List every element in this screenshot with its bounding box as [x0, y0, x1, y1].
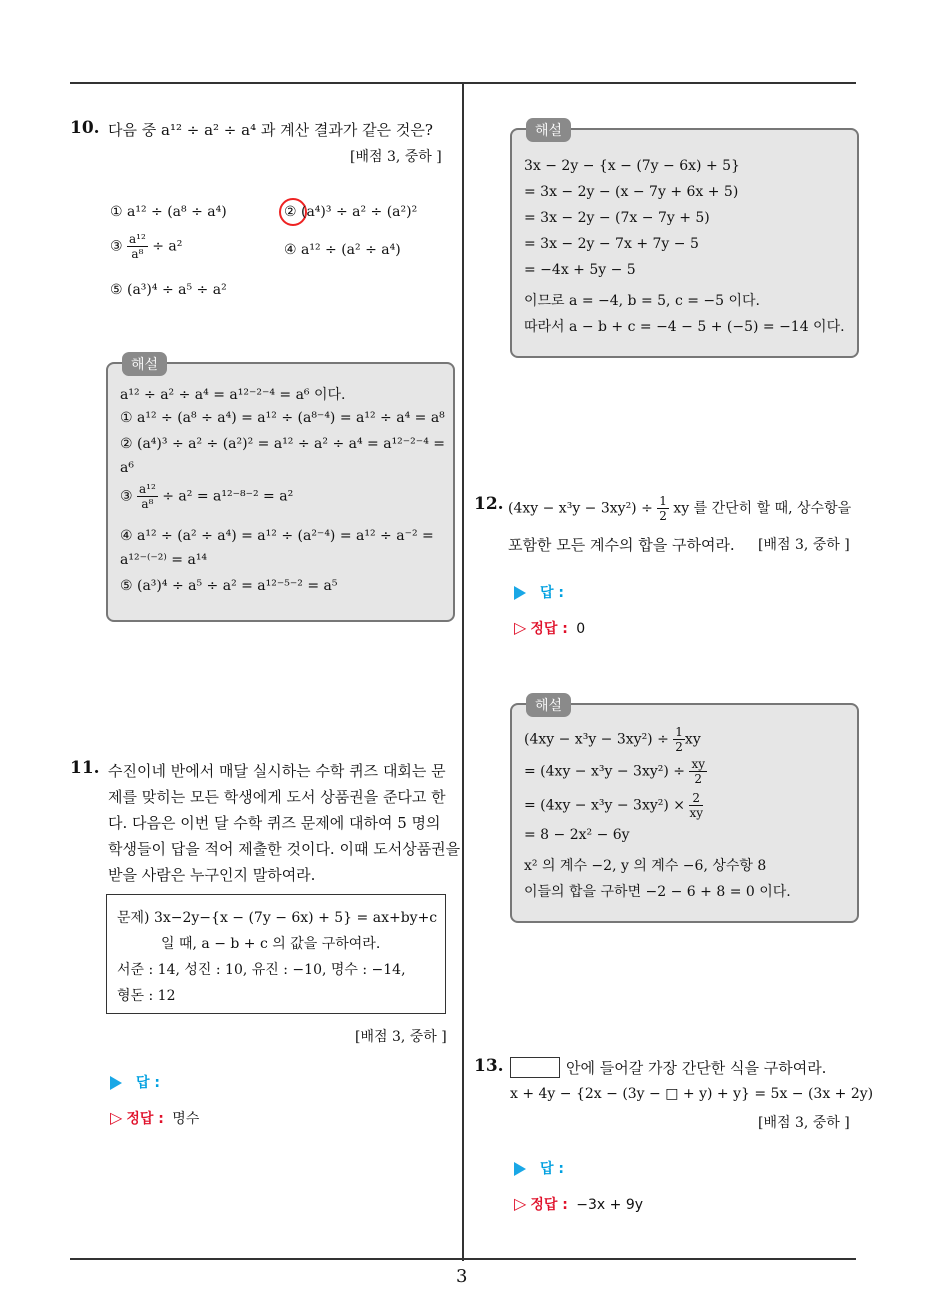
- q11-answer-row[interactable]: [110, 1072, 160, 1092]
- sol-line: 따라서 a − b + c = −4 − 5 + (−5) = −14 이다.: [524, 319, 845, 335]
- q11-line: 학생들이 답을 적어 제출한 것이다. 이때 도서상품권을: [108, 840, 461, 858]
- q11-text: [108, 758, 460, 888]
- q10-choice-1[interactable]: ① a¹² ÷ (a⁸ ÷ a⁴): [110, 204, 227, 220]
- correct-value: 명수: [172, 1111, 200, 1127]
- q10-choice-5[interactable]: ⑤ (a³)⁴ ÷ a⁵ ÷ a²: [110, 282, 227, 298]
- page-number: 3: [456, 1266, 468, 1287]
- q10-choice-2[interactable]: ② (a⁴)³ ÷ a² ÷ (a²)²: [284, 204, 418, 220]
- sol-line: = (4xy − x³y − 3xy²) ÷ $\frac{xy}{2}$: [524, 757, 705, 786]
- q11-box-line: 문제) 3x−2y−{x − (7y − 6x) + 5} = ax+by+c: [117, 910, 438, 926]
- sol-line: ② (a⁴)³ ÷ a² ÷ (a²)² = a¹² ÷ a² ÷ a⁴ = a¹²⁻²⁻⁴ =: [120, 436, 445, 452]
- q11-number: 11.: [70, 758, 100, 778]
- q10-number: 10.: [70, 118, 100, 138]
- sol-line: a⁶: [120, 460, 134, 476]
- q10-choice-3[interactable]: [110, 232, 182, 261]
- correct-arrow-icon: ▷: [110, 1108, 123, 1127]
- sol-line: 이므로 a = −4, b = 5, c = −5 이다.: [524, 293, 760, 309]
- q10-solution-box: [106, 357, 455, 622]
- sol-line: = 3x − 2y − (x − 7y + 6x + 5): [524, 184, 739, 200]
- q12-answer-row[interactable]: [514, 582, 564, 602]
- sol-line: ⑤ (a³)⁴ ÷ a⁵ ÷ a² = a¹²⁻⁵⁻² = a⁵: [120, 578, 338, 594]
- answer-label: 답 :: [540, 1161, 564, 1177]
- q11-line: 제를 맞히는 모든 학생에게 도서 상품권을 준다고 한: [108, 788, 446, 806]
- sol-line: ③ $\frac{\text{a¹²}}{\text{a⁸}}$ ÷ a² = a¹²⁻⁸⁻² = a²: [120, 482, 294, 511]
- q13-blank-box[interactable]: [510, 1057, 560, 1078]
- solution-tag: 해설: [526, 118, 571, 142]
- q12-correct-row: [514, 618, 585, 638]
- q11-box-line: 형돈 : 12: [117, 988, 176, 1004]
- correct-arrow-icon: ▷: [514, 1194, 527, 1213]
- q10-question: 다음 중 a¹² ÷ a² ÷ a⁴ 과 계산 결과가 같은 것은?: [108, 121, 433, 139]
- sol-line: = 3x − 2y − 7x + 7y − 5: [524, 236, 699, 252]
- q12-line-1: (4xy − x³y − 3xy²) ÷ $\frac{1}{2}$ xy 를 간단히 할 때, 상수항을: [508, 494, 852, 523]
- q11-line: 다. 다음은 이번 달 수학 퀴즈 문제에 대하여 5 명의: [108, 814, 441, 832]
- answer-arrow-icon: [514, 1162, 526, 1176]
- correct-label: 정답 :: [126, 1111, 164, 1127]
- sol-line: 3x − 2y − {x − (7y − 6x) + 5}: [524, 158, 740, 174]
- sol-line: = 3x − 2y − (7x − 7y + 5): [524, 210, 710, 226]
- sol-line: = −4x + 5y − 5: [524, 262, 636, 278]
- q13-answer-row[interactable]: [514, 1158, 564, 1178]
- column-divider: [462, 84, 464, 1261]
- q11-correct-row: [110, 1108, 199, 1128]
- q13-question: 안에 들어갈 가장 간단한 식을 구하여라.: [566, 1059, 827, 1077]
- solution-tag: 해설: [122, 352, 167, 376]
- answer-label: 답 :: [540, 585, 564, 601]
- sol-line: (4xy − x³y − 3xy²) ÷ $\frac{1}{2}$ xy: [524, 725, 701, 754]
- sol-line: ① a¹² ÷ (a⁸ ÷ a⁴) = a¹² ÷ (a⁸⁻⁴) = a¹² ÷ a⁴ = a⁸: [120, 410, 445, 426]
- q13-meta: [배점 3, 중하 ]: [758, 1115, 850, 1131]
- answer-label: 답 :: [136, 1075, 160, 1091]
- q10-meta: [배점 3, 중하 ]: [350, 149, 442, 165]
- q12-line-2: 포함한 모든 계수의 합을 구하여라.: [508, 536, 735, 554]
- sol-line: a¹² ÷ a² ÷ a⁴ = a¹²⁻²⁻⁴ = a⁶ 이다.: [120, 387, 346, 403]
- correct-arrow-icon: ▷: [514, 618, 527, 637]
- correct-value: −3x + 9y: [576, 1197, 644, 1213]
- q10-choice-4[interactable]: ④ a¹² ÷ (a² ÷ a⁴): [284, 242, 401, 258]
- q12-solution-box: [510, 698, 859, 923]
- q10-choice-3-fraction: $\frac{\text{a¹²}}{\text{a⁸}}$: [129, 232, 146, 261]
- sol-line: x² 의 계수 −2, y 의 계수 −6, 상수항 8: [524, 858, 767, 874]
- sol-line: = 8 − 2x² − 6y: [524, 827, 630, 843]
- q13-number: 13.: [474, 1056, 504, 1076]
- q12-number: 12.: [474, 494, 504, 514]
- q11-line: 수진이네 반에서 매달 실시하는 수학 퀴즈 대회는 문: [108, 762, 446, 780]
- q11-line: 받을 사람은 누구인지 말하여라.: [108, 866, 316, 884]
- q12-meta: [배점 3, 중하 ]: [758, 537, 850, 553]
- sol-line: = (4xy − x³y − 3xy²) × $\frac{2}{xy}$: [524, 791, 703, 820]
- bottom-rule: [70, 1258, 856, 1260]
- correct-label: 정답 :: [530, 1197, 568, 1213]
- q11-box-line: 일 때, a − b + c 의 값을 구하여라.: [161, 936, 381, 952]
- q11-meta: [배점 3, 중하 ]: [355, 1029, 447, 1045]
- answer-arrow-icon: [514, 586, 526, 600]
- q11-box-line: 서준 : 14, 성진 : 10, 유진 : −10, 명수 : −14,: [117, 962, 406, 978]
- sol-line: ④ a¹² ÷ (a² ÷ a⁴) = a¹² ÷ (a²⁻⁴) = a¹² ÷ a⁻² =: [120, 528, 434, 544]
- q11-solution-box: [510, 123, 859, 358]
- sol-line: 이들의 합을 구하면 −2 − 6 + 8 = 0 이다.: [524, 884, 791, 900]
- sol-line: a¹²⁻⁽⁻²⁾ = a¹⁴: [120, 552, 208, 568]
- q10-choice-3-rest: ÷ a²: [152, 238, 183, 255]
- correct-value: 0: [576, 621, 586, 637]
- q13-equation: x + 4y − {2x − (3y − □ + y) + y} = 5x − (3x + 2y): [510, 1086, 874, 1102]
- q10-choice-3-marker: ③: [110, 238, 123, 255]
- correct-label: 정답 :: [530, 621, 568, 637]
- solution-tag: 해설: [526, 693, 571, 717]
- q11-problem-box: [106, 894, 446, 1014]
- answer-arrow-icon: [110, 1076, 122, 1090]
- q13-correct-row: [514, 1194, 643, 1214]
